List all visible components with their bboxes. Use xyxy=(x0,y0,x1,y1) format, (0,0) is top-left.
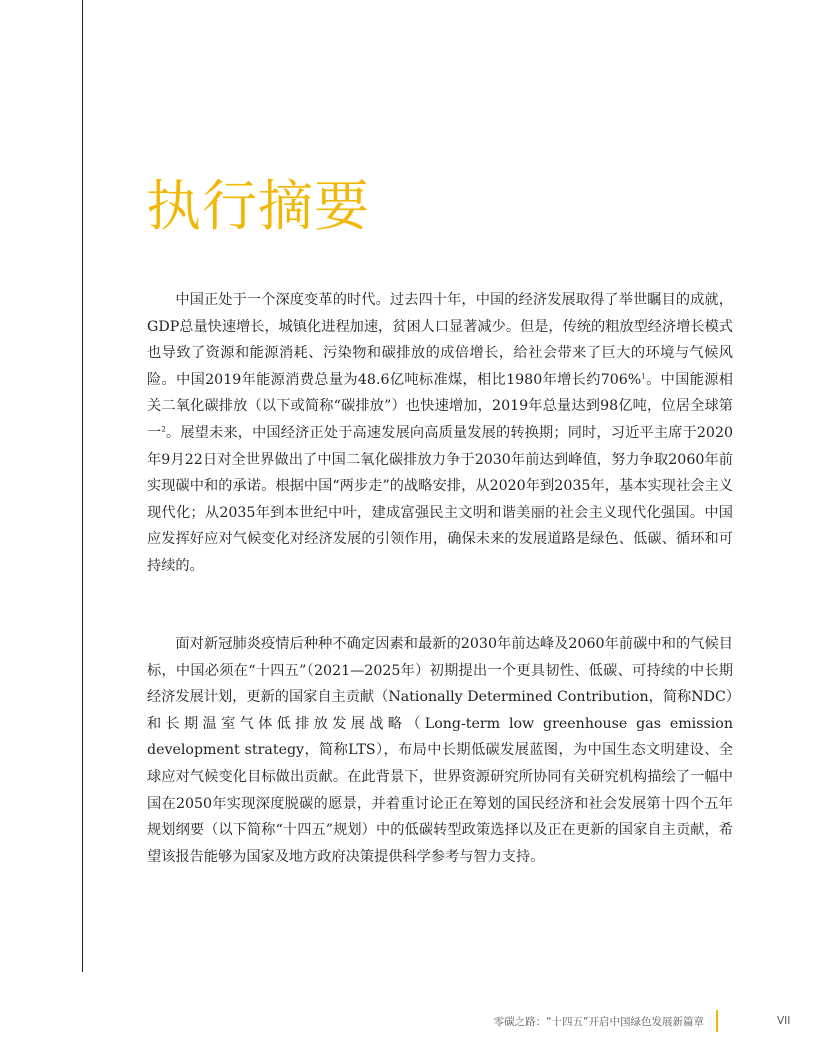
page-footer xyxy=(494,1010,728,1032)
page-title: 执行摘要 xyxy=(146,174,371,238)
paragraph-2: 面对新冠肺炎疫情后种种不确定因素和最新的2030年前达峰及2060年前碳中和的气候目标，中国必须在“十四五”（2021—2025年）初期提出一个更具韧性、低碳、可持续的中长期经济发展计划，更新的国家自主贡献（Nationally Determined Contribution，简称NDC）和长期温室气体低排放发展战略（Long-term low greenhouse gas emission development strategy，简称LTS），布局中长期低碳发展蓝图，为中国生态文明建设、全球应对气候变化目标做出贡献。在此背景下，世界资源研究所协同有关研究机构描绘了一幅中国在2050年实现深度脱碳的愿景，并着重讨论正在筹划的国民经济和社会发展第十四个五年规划纲要（以下简称“十四五”规划）中的低碳转型政策选择以及正在更新的国家自主贡献，希望该报告能够为国家及地方政府决策提供科学参考与智力支持。 xyxy=(147,636,733,865)
paragraph-1 xyxy=(147,287,733,580)
paragraph-1-part-b: 。中国能源相关二氧化碳排放（以下或简称“碳排放”）也快速增加，2019年总量达到98亿吨，位居全球第一 xyxy=(147,371,733,441)
footnote-ref-2[interactable]: 2 xyxy=(161,425,166,434)
footer-divider xyxy=(716,1010,718,1032)
footnote-ref-1[interactable]: 1 xyxy=(641,372,646,381)
footer-report-title: 零碳之路：“十四五”开启中国绿色发展新篇章 xyxy=(493,1015,704,1028)
paragraph-1-part-a: 中国正处于一个深度变革的时代。过去四十年，中国的经济发展取得了举世瞩目的成就，GDP总量快速增长，城镇化进程加速，贫困人口显著减少。但是，传统的粗放型经济增长模式也导致了资源和能源消耗、污染物和碳排放的成倍增长，给社会带来了巨大的环境与气候风险。中国2019年能源消费总量为48.6亿吨标准煤，相比1980年增长约706% xyxy=(147,292,733,388)
left-margin-rule xyxy=(82,0,83,972)
paragraph-1-part-c: 。展望未来，中国经济正处于高速发展向高质量发展的转换期；同时，习近平主席于2020年9月22日对全世界做出了中国二氧化碳排放力争于2030年前达到峰值，努力争取2060年前实现碳中和的承诺。根据中国“两步走”的战略安排，从2020年到2035年，基本实现社会主义现代化；从2035年到本世纪中叶，建成富强民主文明和谐美丽的社会主义现代化强国。中国应发挥好应对气候变化对经济发展的引领作用，确保未来的发展道路是绿色、低碳、循环和可持续的。 xyxy=(147,424,733,574)
page-number: VII xyxy=(777,1015,791,1027)
